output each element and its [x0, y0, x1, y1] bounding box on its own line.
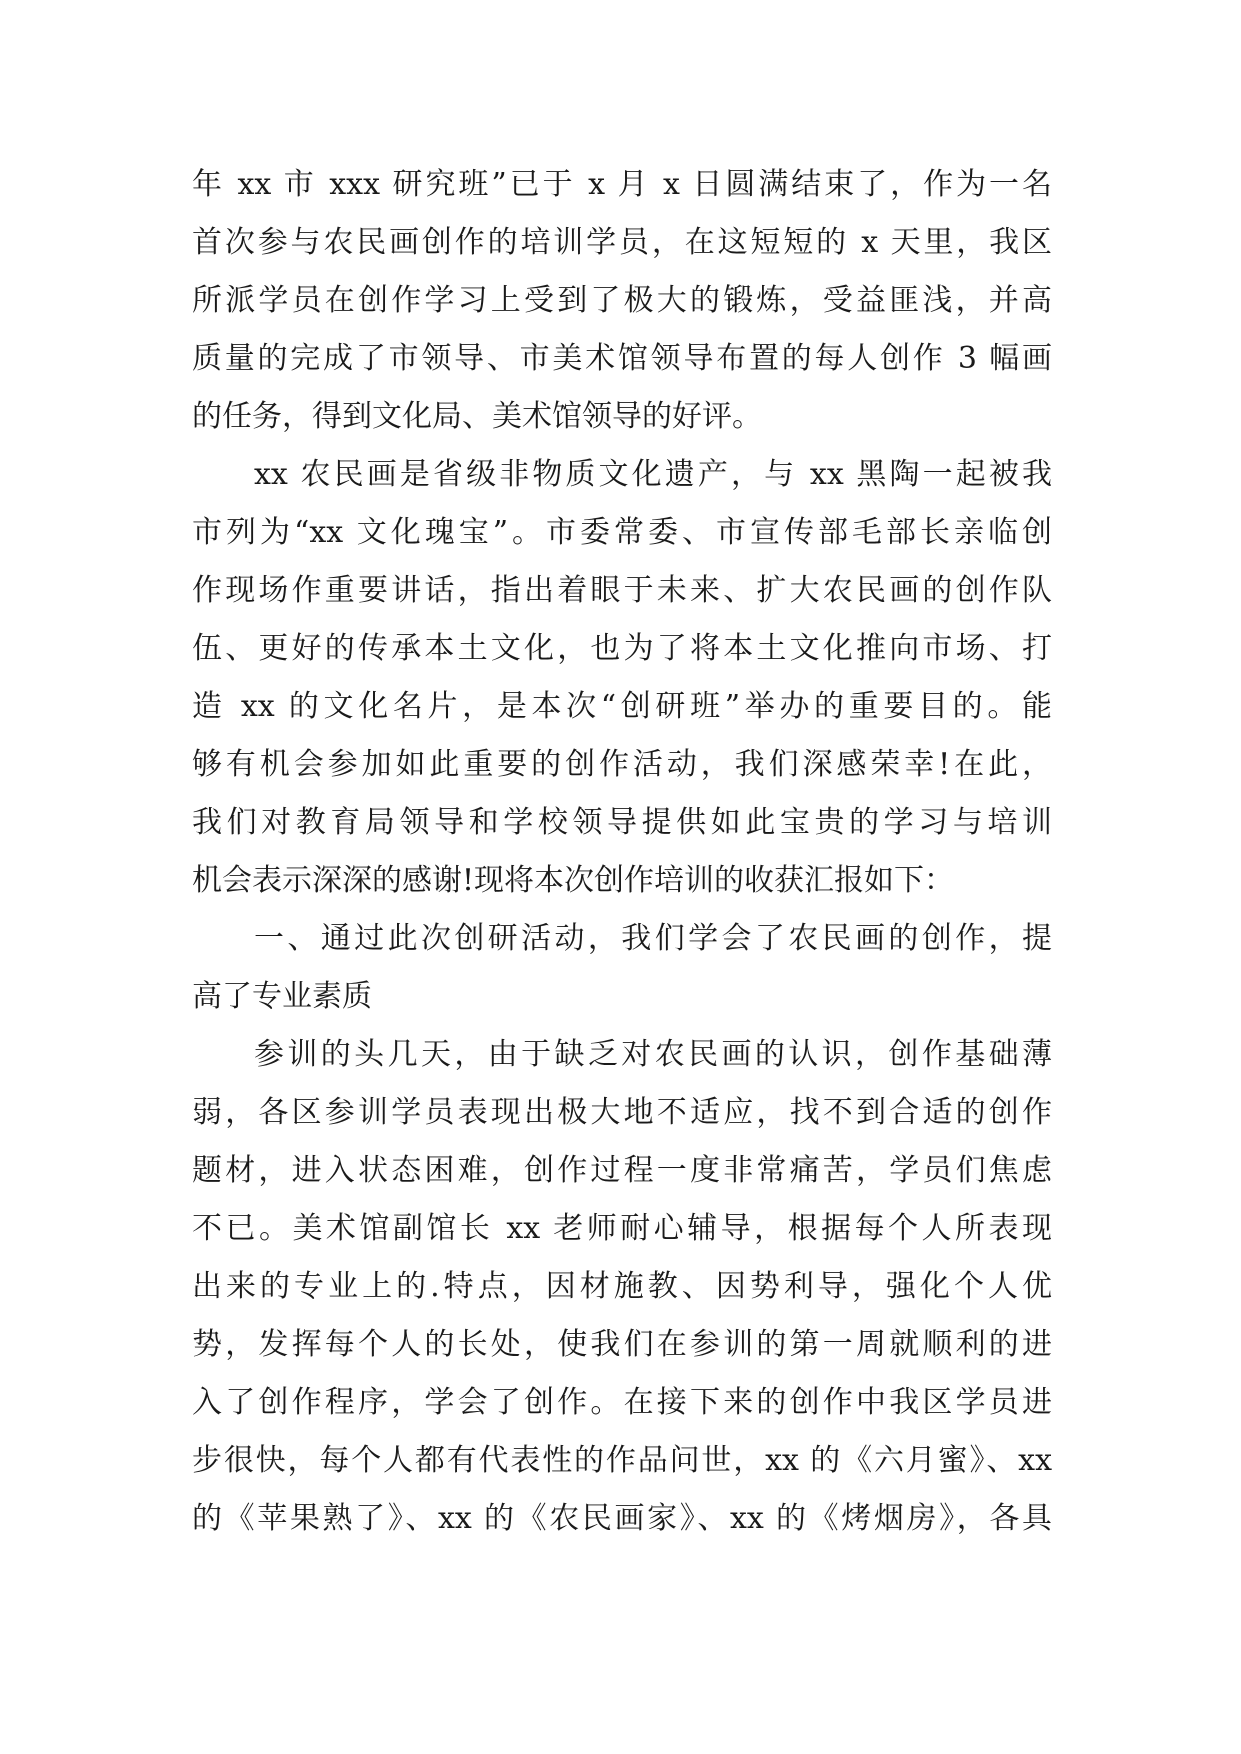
text-line: 够有机会参加如此重要的创作活动，我们深感荣幸!在此，	[192, 747, 1052, 782]
text-line: 题材，进入状态困难，创作过程一度非常痛苦，学员们焦虑	[192, 1153, 1052, 1188]
text-line: 参训的头几天，由于缺乏对农民画的认识，创作基础薄	[254, 1037, 1052, 1072]
text-line: 高了专业素质	[192, 979, 372, 1014]
text-line: 的《苹果熟了》、xx 的《农民画家》、xx 的《烤烟房》，各具	[192, 1501, 1052, 1536]
text-line: 伍、更好的传承本土文化，也为了将本土文化推向市场、打	[192, 631, 1052, 666]
text-line: 首次参与农民画创作的培训学员，在这短短的 x 天里，我区	[192, 225, 1052, 260]
document-body	[192, 156, 1052, 1548]
text-line: 不已。美术馆副馆长 xx 老师耐心辅导，根据每个人所表现	[192, 1211, 1052, 1246]
text-line: 弱，各区参训学员表现出极大地不适应，找不到合适的创作	[192, 1095, 1052, 1130]
text-line: 质量的完成了市领导、市美术馆领导布置的每人创作 3 幅画	[192, 341, 1052, 376]
text-line: 出来的专业上的.特点，因材施教、因势利导，强化个人优	[192, 1269, 1052, 1304]
text-line: 市列为“xx 文化瑰宝”。市委常委、市宣传部毛部长亲临创	[192, 515, 1052, 550]
text-line: 势，发挥每个人的长处，使我们在参训的第一周就顺利的进	[192, 1327, 1052, 1362]
text-line: 的任务，得到文化局、美术馆领导的好评。	[192, 399, 762, 434]
text-line: 我们对教育局领导和学校领导提供如此宝贵的学习与培训	[192, 805, 1052, 840]
text-line: 入了创作程序，学会了创作。在接下来的创作中我区学员进	[192, 1385, 1052, 1420]
text-line: 机会表示深深的感谢!现将本次创作培训的收获汇报如下：	[192, 863, 955, 898]
text-line: xx 农民画是省级非物质文化遗产，与 xx 黑陶一起被我	[254, 457, 1052, 492]
text-line: 所派学员在创作学习上受到了极大的锻炼，受益匪浅，并高	[192, 283, 1052, 318]
text-line: 作现场作重要讲话，指出着眼于未来、扩大农民画的创作队	[192, 573, 1052, 608]
text-line: 年 xx 市 xxx 研究班”已于 x 月 x 日圆满结束了，作为一名	[192, 167, 1052, 202]
text-line: 一、通过此次创研活动，我们学会了农民画的创作，提	[254, 921, 1052, 956]
text-line: 步很快，每个人都有代表性的作品问世，xx 的《六月蜜》、xx	[192, 1443, 1052, 1478]
text-line: 造 xx 的文化名片，是本次“创研班”举办的重要目的。能	[192, 689, 1052, 724]
